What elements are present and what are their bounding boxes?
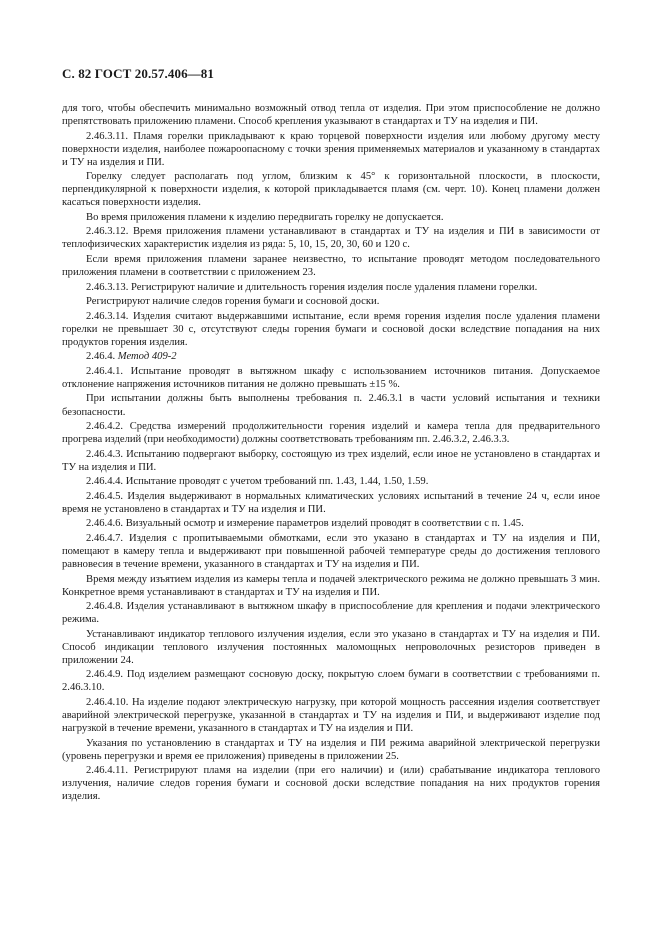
paragraph: 2.46.4.1. Испытание проводят в вытяжном шкафу с использованием источников питания. Допускаемое отклонение напряжения источников питания не должно превышать ±15 %. (62, 365, 600, 390)
paragraph: 2.46.3.11. Пламя горелки прикладывают к краю торцевой поверхности изделия или любому другому месту поверхности изделия, наиболее пожароопасному с точки зрения применяемых материалов и указанному в стандартах и ТУ на изделия и ПИ. (62, 130, 600, 168)
paragraph: Если время приложения пламени заранее неизвестно, то испытание проводят методом последовательного приложения пламени в соответствии с приложением 23. (62, 254, 600, 279)
paragraph: 2.46.4.4. Испытание проводят с учетом требований пп. 1.43, 1.44, 1.50, 1.59. (86, 476, 429, 488)
paragraph: 2.46.4.10. На изделие подают электрическую нагрузку, при которой мощность рассеяния изделия соответствует аварийной электрической перегрузке, указанной в стандартах и ТУ на изделия и ПИ, и выдерживают изделие под нагрузкой в течение времени, указанного в стандартах и ТУ на изделия и ПИ. (62, 697, 600, 735)
document-page (62, 66, 600, 803)
paragraph: 2.46.4.11. Регистрируют пламя на изделии (при его наличии) и (или) срабатывание индикатора теплового излучения, наличие следов горения бумаги и сосновой доски вследствие попадания на них продуктов горения изделия. (62, 765, 600, 803)
paragraph: Регистрируют наличие следов горения бумаги и сосновой доски. (86, 296, 380, 308)
paragraph: 2.46.4.2. Средства измерений продолжительности горения изделий и камера тепла для предварительного прогрева изделий (при необходимости) должны соответствовать требованиям пп. 2.46.3.2, 2.46.3.3. (62, 421, 600, 446)
paragraph: Указания по установлению в стандартах и ТУ на изделия и ПИ режима аварийной электрической перегрузки (уровень перегрузки и время ее приложения) приведены в приложении 25. (62, 737, 600, 762)
method-heading (62, 350, 600, 363)
paragraph: 2.46.4.7. Изделия с пропитываемыми обмотками, если это указано в стандартах и ТУ на изделия и ПИ, помещают в камеру тепла и выдерживают при повышенной рабочей температуре среды до достижения теплового равновесия в течение времени, указанного в стандартах и ТУ на изделия и ПИ. (62, 532, 600, 571)
paragraph: 2.46.4.9. Под изделием размещают сосновую доску, покрытую слоем бумаги в соответствии с требованиями п. 2.46.3.10. (62, 669, 600, 694)
paragraph: Устанавливают индикатор теплового излучения изделия, если это указано в стандартах и ТУ на изделия и ПИ. Способ индикации теплового излучения постоянных маломощных непроволочных резисторов приведен в приложении 24. (62, 628, 600, 666)
paragraph: для того, чтобы обеспечить минимально возможный отвод тепла от изделия. При этом приспособление не должно препятствовать приложению пламени. Способ крепления указывают в стандартах и ТУ на изделия и ПИ. (62, 103, 600, 128)
paragraph: Во время приложения пламени к изделию передвигать горелку не допускается. (86, 211, 444, 223)
paragraph: 2.46.4.3. Испытанию подвергают выборку, состоящую из трех изделий, если иное не установлено в стандартах и ТУ на изделия и ПИ. (62, 448, 600, 473)
method-title: Метод 409-2 (117, 351, 177, 363)
paragraph: 2.46.4.8. Изделия устанавливают в вытяжном шкафу в приспособление для крепления и подачи электрического режима. (62, 601, 600, 626)
method-number: 2.46.4. (86, 351, 116, 363)
paragraph: 2.46.3.14. Изделия считают выдержавшими испытание, если время горения изделия после удаления пламени горелки не превышает 30 с, отсутствуют следы горения бумаги и сосновой доски вследствие попадания на них продуктов горения изделия. (62, 310, 600, 348)
paragraph: 2.46.4.6. Визуальный осмотр и измерение параметров изделий проводят в соответствии с п. 1.45. (86, 518, 524, 530)
document-body (62, 102, 600, 803)
page-header: С. 82 ГОСТ 20.57.406—81 (62, 66, 214, 81)
paragraph: При испытании должны быть выполнены требования п. 2.46.3.1 в части условий испытания и техники безопасности. (62, 393, 600, 418)
paragraph: Горелку следует располагать под углом, близким к 45° к горизонтальной плоскости, в плоскости, перпендикулярной к поверхности изделия, к которой прикладывается пламя (см. черт. 10). Конец пламени должен касаться поверхности изделия. (62, 171, 600, 209)
paragraph: 2.46.3.12. Время приложения пламени устанавливают в стандартах и ТУ на изделия и ПИ в зависимости от теплофизических характеристик изделия из ряда: 5, 10, 15, 20, 30, 60 и 120 с. (62, 226, 600, 251)
paragraph: 2.46.4.5. Изделия выдерживают в нормальных климатических условиях испытаний в течение 24 ч, если иное время не установлено в стандартах и ТУ на изделия и ПИ. (62, 490, 600, 515)
paragraph: Время между изъятием изделия из камеры тепла и подачей электрического режима не должно превышать 3 мин. Конкретное время устанавливают в стандартах и ТУ на изделия и ПИ. (62, 573, 600, 598)
paragraph: 2.46.3.13. Регистрируют наличие и длительность горения изделия после удаления пламени горелки. (86, 281, 538, 293)
